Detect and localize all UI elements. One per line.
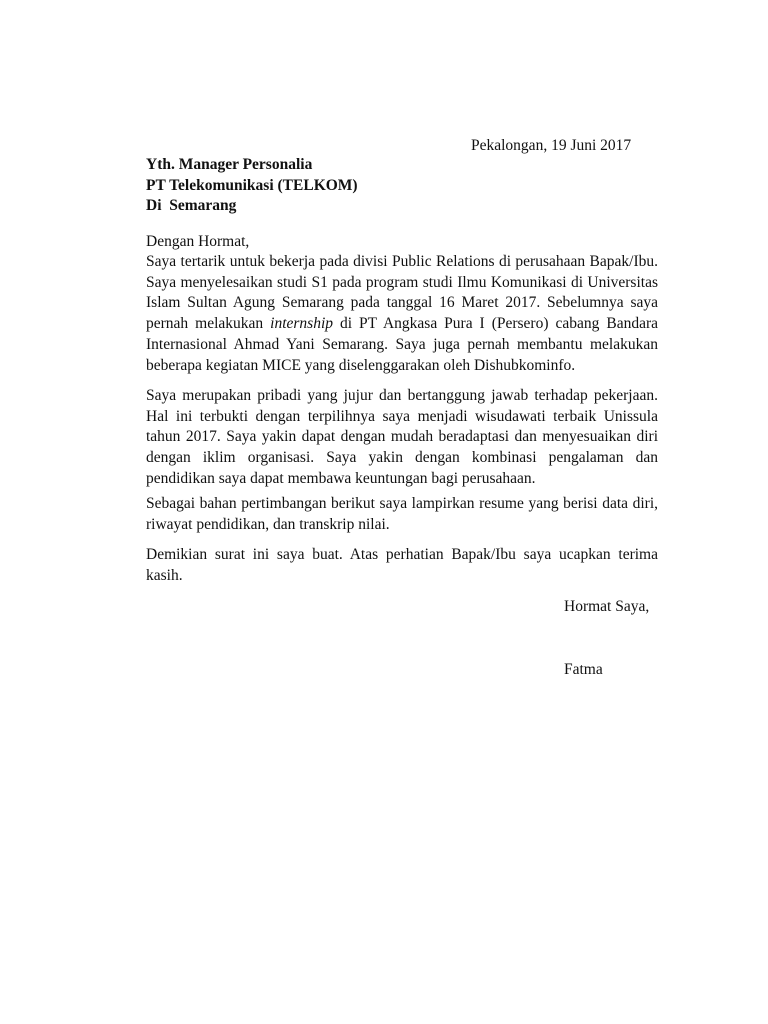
italic-term: internship (270, 315, 334, 333)
paragraph-line: Internasional Ahmad Yani Semarang. Saya juga pernah membantu melakukan (146, 335, 658, 353)
paragraph-attachments (146, 494, 658, 535)
paragraph-line: riwayat pendidikan, dan transkrip nilai. (146, 515, 390, 533)
recipient-block (146, 155, 358, 217)
signer-name: Fatma (564, 661, 603, 678)
paragraph-line: Saya tertarik untuk bekerja pada divisi Public Relations di perusahaan Bapak/Ibu. (146, 253, 658, 270)
paragraph-intro (146, 252, 658, 376)
place-date: Pekalongan, 19 Juni 2017 (471, 137, 632, 154)
text-segment: di PT Angkasa Pura I (Persero) cabang Bandara (333, 315, 658, 333)
paragraph-closing (146, 545, 658, 586)
paragraph-line: tahun 2017. Saya yakin dapat dengan mudah beradaptasi dan menyesuaikan diri (146, 428, 658, 446)
salutation: Dengan Hormat, (146, 233, 250, 250)
paragraph-line: Saya merupakan pribadi yang jujur dan bertanggung jawab terhadap pekerjaan. (146, 387, 658, 404)
paragraph-line: kasih. (146, 566, 183, 584)
paragraph-line (146, 314, 658, 335)
paragraph-qualities (146, 386, 658, 490)
recipient-company: PT Telekomunikasi (TELKOM) (146, 176, 358, 194)
recipient-location: Di Semarang (146, 197, 237, 214)
paragraph-line: pendidikan saya dapat membawa keuntungan bagi perusahaan. (146, 469, 536, 487)
text-segment: pernah melakukan (146, 315, 271, 333)
paragraph-line: Sebagai bahan pertimbangan berikut saya lampirkan resume yang berisi data diri, (146, 495, 658, 512)
paragraph-line: beberapa kegiatan MICE yang diselenggarakan oleh Dishubkominfo. (146, 356, 576, 374)
paragraph-line: Islam Sultan Agung Semarang pada tanggal 16 Maret 2017. Sebelumnya saya (146, 294, 658, 312)
paragraph-line: dengan iklim organisasi. Saya yakin dengan kombinasi pengalaman dan (146, 449, 658, 467)
closing-phrase: Hormat Saya, (564, 598, 650, 615)
paragraph-line: Saya menyelesaikan studi S1 pada program studi Ilmu Komunikasi di Universitas (146, 273, 658, 291)
paragraph-line: Demikian surat ini saya buat. Atas perhatian Bapak/Ibu saya ucapkan terima (146, 546, 658, 563)
recipient-title: Yth. Manager Personalia (146, 156, 313, 173)
paragraph-line: Hal ini terbukti dengan terpilihnya saya menjadi wisudawati terbaik Unissula (146, 407, 658, 425)
